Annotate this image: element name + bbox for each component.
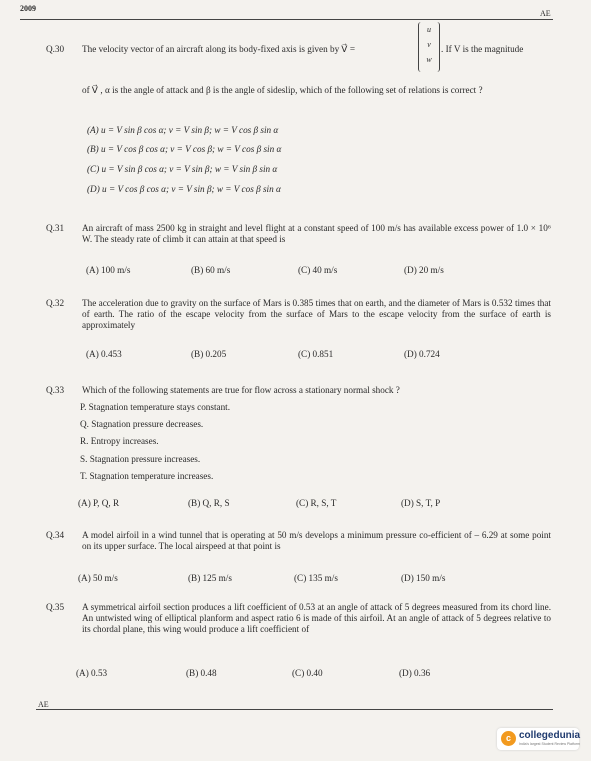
question-32 bbox=[46, 298, 551, 331]
question-30-text-2: of V⃗ , α is the angle of attack and β is the angle of sideslip, which of the following set of relations is correct ? bbox=[82, 85, 483, 95]
question-text: An aircraft of mass 2500 kg in straight and level flight at a constant speed of 100 m/s has available excess power of 1.0 × 10⁶ W. The steady rate of climb it can attain at that speed is bbox=[82, 223, 551, 244]
option-d[interactable]: (D) 150 m/s bbox=[401, 573, 446, 583]
statement-q: Q. Stagnation pressure decreases. bbox=[80, 419, 204, 429]
option-d[interactable]: (D) 0.724 bbox=[404, 349, 440, 359]
options-31 bbox=[86, 265, 486, 277]
header-paper-code: AE bbox=[540, 9, 551, 18]
footer-rule bbox=[36, 709, 553, 710]
collegedunia-logo-icon: c bbox=[501, 731, 516, 746]
statement-s: S. Stagnation pressure increases. bbox=[80, 454, 201, 464]
question-text: The velocity vector of an aircraft along its body-fixed axis is given by V⃗ = bbox=[82, 44, 356, 54]
question-number: Q.32 bbox=[46, 298, 65, 308]
option-b[interactable]: (B) 0.205 bbox=[191, 349, 227, 359]
options-32 bbox=[86, 349, 486, 361]
brand-name: collegedunia bbox=[519, 730, 581, 741]
statement-p: P. Stagnation temperature stays constant. bbox=[80, 402, 231, 412]
option-d[interactable]: (D) 0.36 bbox=[399, 668, 431, 678]
question-number: Q.30 bbox=[46, 44, 65, 54]
question-text: A symmetrical airfoil section produces a lift coefficient of 0.53 at an angle of attack of 5 degrees measured from its chord line. An untwisted wing of elliptical planform and aspect ratio 6 is made of this airfoil. At an angle of attack of 5 degrees relative to its chordal plane, this wing would produce a lift coefficient of bbox=[82, 602, 551, 634]
option-a[interactable]: (A) 0.53 bbox=[76, 668, 108, 678]
option-a[interactable]: (A) 100 m/s bbox=[86, 265, 131, 275]
option-a[interactable]: (A) u = V sin β cos α; v = V sin β; w = V cos β sin α bbox=[87, 125, 279, 135]
question-number: Q.35 bbox=[46, 602, 65, 612]
option-d[interactable]: (D) u = V cos β cos α; v = V sin β; w = V cos β sin α bbox=[87, 184, 281, 194]
footer-paper-code: AE bbox=[38, 700, 49, 709]
option-d[interactable]: (D) S, T, P bbox=[401, 498, 441, 508]
header-rule bbox=[20, 19, 553, 20]
option-c[interactable]: (C) u = V sin β cos α; v = V sin β; w = V sin β sin α bbox=[87, 164, 278, 174]
question-number: Q.31 bbox=[46, 223, 65, 233]
option-c[interactable]: (C) 135 m/s bbox=[294, 573, 338, 583]
options-33 bbox=[78, 498, 486, 510]
question-text: The acceleration due to gravity on the surface of Mars is 0.385 times that on earth, and the diameter of Mars is 0.532 times that of earth. The ratio of the escape velocity from the surface of Mars to the escape velocity from the surface of earth is approximately bbox=[82, 298, 551, 330]
options-35 bbox=[76, 668, 486, 680]
velocity-vector: u v w bbox=[418, 22, 440, 72]
option-c[interactable]: (C) 0.851 bbox=[298, 349, 334, 359]
option-b[interactable]: (B) u = V cos β cos α; v = V cos β; w = V cos β sin α bbox=[87, 144, 282, 154]
question-number: Q.34 bbox=[46, 530, 65, 540]
option-c[interactable]: (C) 40 m/s bbox=[298, 265, 338, 275]
question-text-continued: . If V is the magnitude bbox=[441, 44, 524, 54]
statement-r: R. Entropy increases. bbox=[80, 436, 159, 446]
question-text: A model airfoil in a wind tunnel that is operating at 50 m/s develops a minimum pressure co-efficient of – 6.29 at some point on its upper surface. The local airspeed at that point is bbox=[82, 530, 551, 551]
option-a[interactable]: (A) 0.453 bbox=[86, 349, 122, 359]
header-year: 2009 bbox=[20, 4, 36, 13]
option-b[interactable]: (B) 0.48 bbox=[186, 668, 217, 678]
option-b[interactable]: (B) 60 m/s bbox=[191, 265, 231, 275]
options-34 bbox=[78, 573, 486, 585]
collegedunia-badge bbox=[497, 728, 579, 750]
option-d[interactable]: (D) 20 m/s bbox=[404, 265, 444, 275]
question-34 bbox=[46, 530, 551, 552]
question-31 bbox=[46, 223, 551, 245]
question-text: Which of the following statements are true for flow across a stationary normal shock ? bbox=[82, 385, 400, 395]
option-b[interactable]: (B) 125 m/s bbox=[188, 573, 232, 583]
option-a[interactable]: (A) 50 m/s bbox=[78, 573, 118, 583]
question-number: Q.33 bbox=[46, 385, 65, 395]
question-33 bbox=[46, 385, 551, 396]
option-c[interactable]: (C) 0.40 bbox=[292, 668, 323, 678]
brand-tagline: India's largest Student Review Platform bbox=[519, 742, 580, 746]
statement-t: T. Stagnation temperature increases. bbox=[80, 471, 214, 481]
option-b[interactable]: (B) Q, R, S bbox=[188, 498, 230, 508]
option-a[interactable]: (A) P, Q, R bbox=[78, 498, 120, 508]
option-c[interactable]: (C) R, S, T bbox=[296, 498, 337, 508]
question-35 bbox=[46, 602, 551, 635]
